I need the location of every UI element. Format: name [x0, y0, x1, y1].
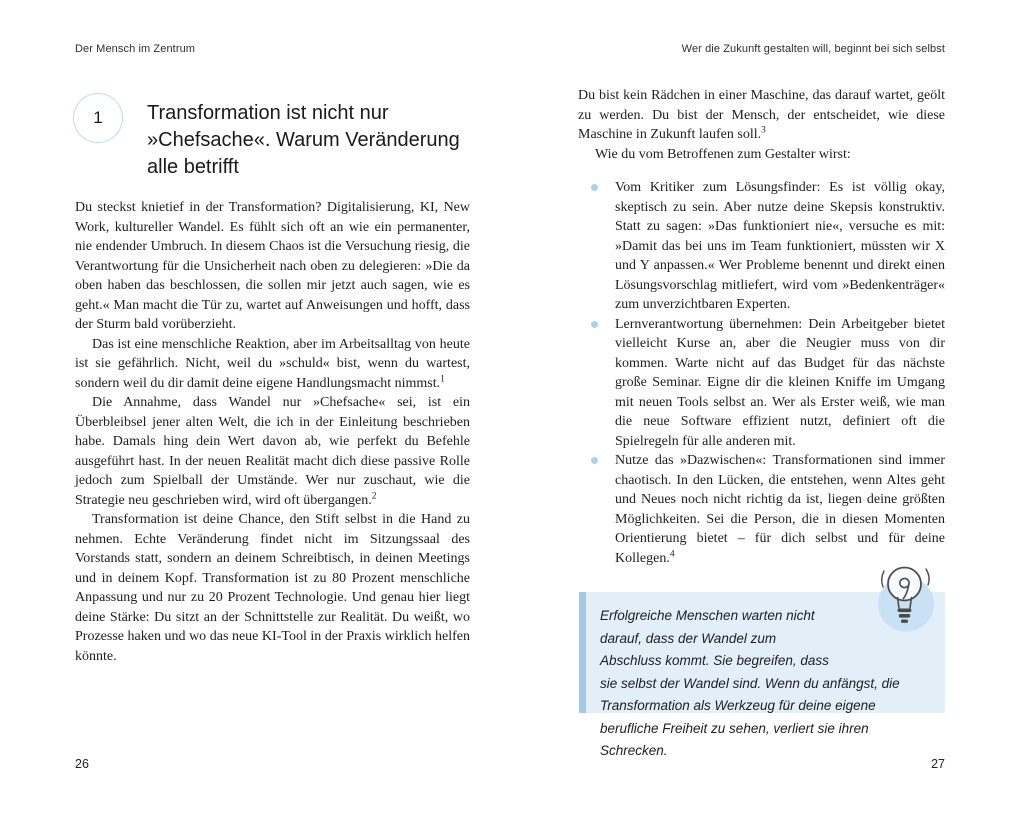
paragraph: Die Annahme, dass Wandel nur »Chefsache« sei, ist ein Überbleibsel jener alten Welt, die ich in der Einleitung beschrieben habe. Damals hing dein Wert davon ab, wie perfekt du Befehle ausgeführt hast. In der neuen Realität macht dich diese passive Rolle jedoch zum Spielball der Umstände. Wer nur zuschaut, wie die Strategie neu geschrieben wird, wird oft übergangen.$^2$ — [75, 395, 470, 508]
chapter-number: 1 — [93, 108, 103, 127]
list-item: Nutze das »Dazwischen«: Transformationen sind immer chaotisch. In den Lücken, die entstehen, wenn Altes geht und Neues noch nicht richtig da ist, liegen deine größten Möglichkeiten. Sei die Person, die in diesen Momenten Orientierung bietet – für dich selbst und für deine Kollegen.$^4$ — [578, 451, 945, 568]
lightbulb-icon — [870, 560, 942, 644]
paragraph: Du bist kein Rädchen in einer Maschine, das darauf wartet, geölt zu werden. Du bist der Mensch, der entscheidet, wie diese Maschine in Zukunft laufen soll.$^3$ — [578, 88, 945, 142]
footnote-marker: 2 — [371, 490, 377, 501]
page-number-left: 26 — [75, 757, 89, 771]
chapter-title: Transformation ist nicht nur »Chefsache«. Warum Veränderung alle betrifft — [147, 102, 460, 178]
bullet-icon — [591, 457, 598, 464]
takeaway-list — [578, 178, 945, 568]
list-item: Vom Kritiker zum Lösungsfinder: Es ist völlig okay, skeptisch zu sein. Aber nutze deine Skepsis konstruktiv. Statt zu sagen: »Das funktioniert nie«, versuche es mit: »Damit das bei uns im Team funktioniert, müssten wir X und Y anpassen.« Wer Probleme benennt und direkt einen Lösungsvorschlag mitliefert, wird vom »Bedenkenträger« zum unverzichtbaren Experten. — [578, 178, 945, 315]
list-lead: Wie du vom Betroffenen zum Gestalter wirst: — [595, 146, 851, 162]
paragraph: Du steckst knietief in der Transformation? Digitalisierung, KI, New Work, kultureller Wandel. Es fühlt sich oft an wie ein permanenter, nie endender Umbruch. In diesem Chaos ist die Versuchung riesig, die Verantwortung für die Unsicherheit nach oben zu delegieren: »Die da oben haben das beschlossen, die sollen mir jetzt auch sagen, wie es geht.« Man macht die Tür zu, wartet auf Anweisungen und hofft, dass der Sturm bald vorüberzieht. — [75, 200, 470, 332]
footnote-marker: 3 — [761, 125, 766, 136]
footnote-marker: 1 — [440, 373, 445, 384]
bullet-icon — [591, 321, 598, 328]
left-page-body — [75, 198, 470, 666]
callout-text: Erfolgreiche Menschen warten nicht darauf, dass der Wandel zum Abschluss kommt. Sie begreifen, dass sie selbst der Wandel sind. Wenn du anfängst, die Transformation als Werkzeug für deine eigene berufliche Freiheit zu sehen, verliert sie ihren Schrecken. — [600, 605, 929, 763]
running-header-left: Der Mensch im Zentrum — [75, 43, 196, 55]
bullet-icon — [591, 184, 598, 191]
footnote-marker: 4 — [669, 548, 675, 559]
running-header-right: Wer die Zukunft gestalten will, beginnt bei sich selbst — [681, 43, 945, 55]
chapter-number-badge — [73, 93, 123, 143]
list-item: Lernverantwortung übernehmen: Dein Arbeitgeber bietet vielleicht Kurse an, aber die Neugier muss von dir kommen. Warte nicht auf das Budget für das nächste große Seminar. Eigne dir die kleinen Kniffe im Umgang mit neuen Tools selbst an. Wer als Erster weiß, wie man die neue Software effizient nutzt, definiert oft die Spielregeln für alle anderen mit. — [578, 315, 945, 452]
paragraph: Das ist eine menschliche Reaktion, aber im Arbeitsalltag von heute ist sie gefährlich. Nicht, weil du »schuld« bist, wenn du wartest, sondern weil du dir damit deine eigene Handlungsmacht nimmst.$^1$ — [75, 336, 470, 391]
page-number-right: 27 — [931, 757, 945, 771]
right-page-body — [578, 86, 945, 568]
paragraph: Transformation ist deine Chance, den Stift selbst in die Hand zu nehmen. Echte Veränderung findet nicht im Sitzungssaal des Vorstands statt, sondern an deinem Schreibtisch, in deinen Meetings und in deinem Kopf. Transformation ist zu 80 Prozent menschliche Anpassung und nur zu 20 Prozent Technologie. Und genau hier liegt deine Stärke: Du sitzt an der Schnittstelle zur Realität. Du weißt, wo Prozesse haken und wo das neue KI-Tool in der Praxis wirklich helfen könnte. — [75, 512, 470, 664]
